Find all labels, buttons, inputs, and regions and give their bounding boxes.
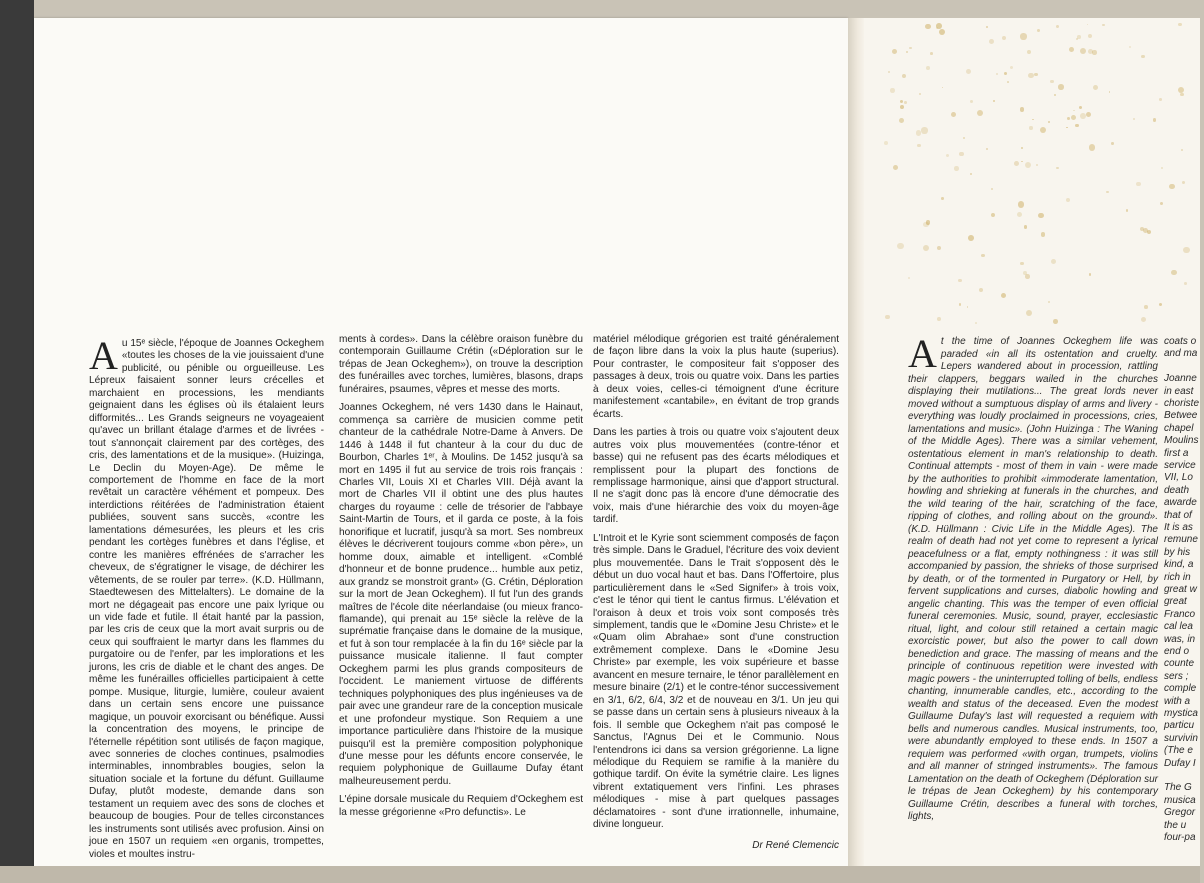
- foxing-stain: [893, 165, 898, 170]
- english-col2-fragment: Betwee: [1164, 410, 1198, 422]
- foxing-stain: [939, 29, 945, 35]
- english-col2-fragment: rich in: [1164, 571, 1191, 583]
- foxing-stain: [1024, 225, 1027, 228]
- french-column-2: [339, 334, 583, 829]
- foxing-stain: [959, 152, 963, 156]
- english-col2-fragment: Gregor: [1164, 807, 1196, 819]
- english-col2-fragment: in east: [1164, 385, 1194, 397]
- english-col2-fragment: Moulins: [1164, 435, 1199, 447]
- foxing-stain: [1182, 181, 1185, 184]
- foxing-stain: [1089, 144, 1095, 150]
- english-col2-fragment: remune: [1164, 534, 1198, 546]
- foxing-stain: [1111, 142, 1114, 145]
- foxing-stain: [916, 130, 921, 135]
- foxing-stain: [1017, 212, 1022, 217]
- foxing-stain: [1069, 47, 1074, 52]
- foxing-stain: [1040, 127, 1046, 133]
- foxing-stain: [967, 306, 969, 308]
- foxing-stain: [900, 100, 903, 103]
- foxing-stain: [996, 73, 999, 76]
- foxing-stain: [1153, 118, 1156, 121]
- french-col2-paragraph: ments à cordes». Dans la célèbre oraison funèbre du contemporain Guillaume Crétin («Déploration sur le trépas de Jean Ockeghem»), on trouve la description des funérailles avec torches, lumières, blasons, draps funéraires, psaumes, vêpres et messe des morts.: [339, 334, 583, 395]
- french-col3-paragraph: L'Introit et le Kyrie sont sciemment composés de façon très simple. Dans le Graduel, l'écriture des voix devient plus mouvementée. Dans le Trait s'opposent dès le début un duo vocal haut et bas. Dans l'Offertoire, plus particulièrement dans le «Sed Signifer» à trois voix, c'est le ténor qui tient le cantus firmus. L'élévation et l'oraison à deux et trois voix sont composés très simplement, tandis que le «Domine Jesu Christe» et le «Quam olim Abrahae» sont d'une construction extrêmement complexe. Dans le «Domine Jesu Christe» par exemple, les voix supérieure et basse avancent en mesure ternaire, le ténor parallèlement en mesure binaire (2/1) et le contre-ténor successivement en 3/1, 6/2, 6/4, 3/2 et de nouveau en 3/1. Un jeu qui se passe dans un certain sens à plusieurs niveaux à la fois. Il semble que Ockeghem n'ait pas composé le Sanctus, l'Agnus Dei et le Communio. Nous l'entendrons ici dans sa version grégorienne. La ligne mélodique du Requiem se ramifie à la manière du gothique tardif. On évite la symétrie claire. Les lignes vibrent extatiquement vers l'infini. Les phrases mélodiques - mise à part quelques passages déclamatoires - sont d'une irrationnelle, inhumaine, divine longueur.: [593, 532, 839, 831]
- english-col2-fragment: end o: [1164, 646, 1190, 657]
- foxing-stain: [1080, 48, 1086, 54]
- foxing-stain: [1021, 161, 1023, 163]
- foxing-stain: [917, 144, 921, 148]
- foxing-stain: [966, 69, 971, 74]
- foxing-stain: [919, 93, 921, 95]
- foxing-stain: [1014, 161, 1019, 166]
- dropcap-a: A: [89, 333, 118, 378]
- foxing-stain: [941, 197, 944, 200]
- cover-edge: [0, 0, 34, 883]
- english-col2-fragment: VII, Lo: [1164, 472, 1193, 484]
- foxing-stain: [923, 245, 929, 251]
- foxing-stain: [989, 39, 994, 44]
- foxing-stain: [1023, 271, 1027, 275]
- english-col1-text: t the time of Joannes Ockeghem life was paraded «in all its ostentation and cruelty. Lepers wandered about in procession, rattling their clappers, beggars wailed in the churches displaying their mutilations... The great lords never moved without a sumptuous display of arms and livery - everything was loudly proclaimed in processions, cries, lamentations and music». (John Huizinga : The Waning of the Middle Ages). There was a similar vehement, ostentatious element in man's relationship to death. Continual attempts - most of them in vain - were made by the authorities to prohibit «immoderate lamentation, howling and shrieking at funerals in the churches, and the wild tearing of the hair, scratching of the face, ripping of clothes, and rolling about on the ground». (K.D. Hüllmann : Civic Life in the Middle Ages). The realm of death had not yet come to represent a lyrical peacefulness or a flat, empty nothingness : it was still accompanied by passion, the shrieks of those surprised by death, or of the tormented in Purgatory or Hell, by fervent supplications and curses, diabolic howling and angelic chanting. This was the temper of even official funeral ceremonies. Music, sound, prayer, ecclesiastic ritual, light, and colour still retained a certain magic exorcistic power, but also the power to call down benediction and grace. The massing of means and the principle of continuous repetition were invested with magic powers - the uninterrupted tolling of bells, endless chanting, innumerable candles, etc., according to the wealth and status of the deceased. Even the modest Guillaume Dufay's last will requested a requiem with bells and numerous candles. Musical instruments, too, were abundantly employed to these ends. In 1507 a requiem was performed «with organ, trumpets, violins and all manner of stringed instruments». The famous Lamentation on the death of Ockeghem (Déploration sur le trépas de Jean Ockeghem) by his contemporary Guillaume Crétin, describes a funeral with torches, lights,: [908, 336, 1158, 822]
- foxing-stain: [1036, 164, 1038, 166]
- foxing-stain: [892, 49, 897, 54]
- foxing-stain: [897, 243, 903, 249]
- foxing-stain: [1004, 72, 1007, 75]
- foxing-stain: [899, 118, 904, 123]
- english-col2-fragment: (The e: [1164, 745, 1193, 757]
- french-column-3: [593, 334, 839, 851]
- english-col2-fragment: counte: [1164, 658, 1195, 670]
- english-col2-fragment: service: [1164, 460, 1196, 471]
- foxing-stain: [1034, 73, 1038, 77]
- foxing-stain: [1073, 110, 1075, 112]
- english-col2-fragment: choriste: [1164, 398, 1200, 409]
- english-col2-fragment: sers ;: [1164, 670, 1189, 682]
- foxing-stain: [1106, 191, 1109, 194]
- foxing-stain: [1089, 273, 1092, 276]
- foxing-stain: [942, 87, 944, 89]
- foxing-stain: [963, 137, 965, 139]
- foxing-stain: [1088, 34, 1092, 38]
- foxing-stain: [979, 288, 983, 292]
- foxing-stain: [909, 47, 911, 49]
- foxing-stain: [1181, 149, 1183, 151]
- english-col2-fragment: and ma: [1164, 348, 1198, 360]
- foxing-stain: [1066, 127, 1068, 129]
- foxing-stain: [951, 112, 956, 117]
- french-column-1: [89, 333, 324, 860]
- author-signature: Dr René Clemencic: [752, 839, 839, 851]
- foxing-stain: [1160, 202, 1163, 205]
- foxing-stain: [954, 166, 959, 171]
- foxing-stain: [1056, 25, 1059, 28]
- foxing-stain: [1086, 112, 1091, 117]
- foxing-stain: [906, 51, 908, 53]
- english-col2-fragment: comple: [1164, 683, 1197, 695]
- foxing-stain: [946, 154, 949, 157]
- english-col2-fragment: great w: [1164, 584, 1197, 595]
- foxing-stain: [1037, 29, 1040, 32]
- foxing-stain: [908, 277, 910, 279]
- foxing-stain: [936, 23, 942, 29]
- foxing-stain: [968, 235, 974, 241]
- foxing-stain: [1027, 50, 1031, 54]
- foxing-stain: [1041, 232, 1045, 236]
- foxing-stain: [1126, 209, 1129, 212]
- english-col2-fragment: chapel: [1164, 422, 1194, 434]
- foxing-stain: [1178, 23, 1181, 26]
- foxing-stain: [1007, 81, 1009, 83]
- foxing-stain: [1053, 319, 1058, 324]
- foxing-stain: [1002, 36, 1006, 40]
- english-col2-fragment: It is as: [1164, 522, 1193, 533]
- foxing-stain: [1080, 113, 1086, 119]
- foxing-stain: [1075, 124, 1079, 128]
- english-col2-fragment: musica: [1164, 794, 1196, 806]
- english-col2-fragment: Joanne: [1164, 373, 1197, 385]
- english-col2-fragment: the u: [1164, 819, 1187, 831]
- english-col2-fragment: death: [1164, 484, 1190, 496]
- foxing-stain: [926, 220, 930, 224]
- english-col2-fragment: mystica: [1164, 708, 1198, 719]
- foxing-stain: [1076, 38, 1078, 40]
- foxing-stain: [981, 254, 985, 258]
- foxing-stain: [1066, 198, 1070, 202]
- english-col2-fragment: with a: [1164, 695, 1191, 707]
- dropcap-a-english: A: [908, 331, 937, 376]
- english-col2-fragment: by his: [1164, 546, 1191, 558]
- foxing-stain: [1136, 182, 1140, 186]
- right-page: [864, 18, 1200, 866]
- foxing-stain: [1018, 201, 1024, 207]
- french-col2-paragraph: L'épine dorsale musicale du Requiem d'Ockeghem est la messe grégorienne «Pro defunctis». Le: [339, 794, 583, 818]
- foxing-stain: [1071, 115, 1076, 120]
- foxing-stain: [977, 110, 983, 116]
- english-col2-fragment: Franco: [1164, 608, 1196, 620]
- foxing-stain: [1159, 303, 1162, 306]
- foxing-stain: [904, 101, 907, 104]
- foxing-stain: [958, 279, 962, 283]
- foxing-stain: [1109, 91, 1111, 93]
- foxing-stain: [1058, 84, 1064, 90]
- french-col3-paragraph: Dans les parties à trois ou quatre voix s'ajoutent deux autres voix plus mouvementées (contre-ténor et basse) qui ne refusent pas des écarts mélodiques et remplissent pour la plupart des fonctions de remplissage harmonique, ainsi que d'apport structural. Il ne s'agit donc pas là encore d'une démocratie des voix, mais d'une hiérarchie des voix du moyen-âge tardif.: [593, 427, 839, 526]
- foxing-stain: [1054, 94, 1056, 96]
- foxing-stain: [1050, 80, 1053, 83]
- english-col2-fragment: cal lea: [1164, 621, 1193, 633]
- foxing-stain: [991, 213, 995, 217]
- french-col3-paragraph: matériel mélodique grégorien est traité généralement de façon libre dans la voix la plus haute (superius). Pour contraster, le compositeur fait s'opposer des passages à deux, trois ou quatre voix. Dans les parties à deux voies, celles-ci témoignent d'une écriture manifestement «cantabile», en évitant de trop grands écarts.: [593, 334, 839, 420]
- foxing-stain: [1026, 310, 1032, 316]
- foxing-stain: [970, 173, 972, 175]
- foxing-stain: [1087, 24, 1089, 26]
- foxing-stain: [1159, 98, 1162, 101]
- foxing-stain: [1029, 126, 1032, 129]
- english-col2-fragment: The G: [1164, 782, 1192, 794]
- foxing-stain: [1184, 282, 1187, 285]
- foxing-stain: [1178, 87, 1184, 93]
- foxing-stain: [970, 100, 973, 103]
- foxing-stain: [925, 24, 930, 29]
- foxing-stain: [1079, 106, 1082, 109]
- foxing-stain: [885, 315, 890, 320]
- foxing-stain: [993, 100, 995, 102]
- english-col2-fragment: awarde: [1164, 497, 1197, 509]
- foxing-stain: [1056, 167, 1058, 169]
- left-page: [34, 18, 848, 866]
- foxing-stain: [884, 141, 888, 145]
- foxing-stain: [937, 246, 941, 250]
- foxing-stain: [902, 74, 906, 78]
- foxing-stain: [975, 322, 977, 324]
- foxing-stain: [900, 105, 904, 109]
- foxing-stain: [930, 52, 933, 55]
- foxing-stain: [1021, 147, 1023, 149]
- foxing-stain: [1169, 184, 1174, 189]
- foxing-stain: [986, 148, 988, 150]
- foxing-stain: [1020, 33, 1026, 39]
- english-col2-fragment: particu: [1164, 720, 1195, 732]
- english-col2-fragment: four-pa: [1164, 832, 1196, 843]
- spine-fold: [848, 18, 864, 866]
- foxing-stain: [1171, 270, 1176, 275]
- foxing-stain: [1048, 121, 1050, 123]
- english-col2-fragment: kind, a: [1164, 559, 1194, 571]
- foxing-stain: [959, 303, 962, 306]
- english-col2-fragment: survivin: [1164, 732, 1198, 744]
- foxing-stain: [991, 188, 993, 190]
- foxing-stain: [986, 26, 988, 28]
- foxing-stain: [1051, 259, 1057, 265]
- foxing-stain: [1025, 274, 1029, 278]
- foxing-stain: [1048, 301, 1050, 303]
- foxing-stain: [890, 88, 895, 93]
- foxing-stain: [1020, 262, 1024, 266]
- english-col2-fragment: Dufay I: [1164, 757, 1196, 769]
- foxing-stain: [1067, 117, 1070, 120]
- english-col2-fragment: was, in: [1164, 633, 1196, 645]
- foxing-stain: [1180, 93, 1184, 97]
- english-column-1: [908, 331, 1158, 826]
- foxing-stain: [1025, 162, 1031, 168]
- french-col2-paragraph: Joannes Ockeghem, né vers 1430 dans le Hainaut, commença sa carrière de musicien comme petit chanteur de la cathédrale Notre-Dame à Anvers. De 1446 à 1448 il fut chanteur à la cour du duc de Bourbon, Charles 1ᵉʳ, à Moulins. De 1452 jusqu'à sa mort en 1495 il fut au service de trois rois français : Charles VII, Louis XI et Charles VIII. Déjà avant la mort de Charles VII il obtint une des plus hautes charges du royaume : celle de trésorier de l'abbaye Saint-Martin de Tours, et il garda ce poste, à la fois honorifique et lucratif, jusqu'à sa mort. Ses nombreux élèves le décriverent toujours comme «bon père», un homme doux, aimable et intelligent. «Comblé d'honneur et de bonne prudence... humble aux petiz, aux grandz se monstroit grant» (G. Crétin, Déploration sur la mort de Jean Ockeghem). Il fut l'un des grands maîtres de l'école dite néerlandaise (ou mieux franco-flamande), qui prenait au 15ᵉ siècle la relève de la suprématie française dans le domaine de la musique, et fut à son tour remplacée à la fin du 16ᵉ siècle par la puissance musicale italienne. Il faut compter Ockeghem parmi les plus grands compositeurs de l'occident. Le maniement virtuose de différents techniques polyphoniques des plus ingénieuses va de pair avec une grandeur rare de la conception musicale et une profondeur mystique. Son Requiem a une importance particulière dans l'histoire de la musique puisqu'il est la première composition polyphonique d'une messe pour les défunts encore conservée, le requiem polyphonique de Guillaume Dufay étant malheureusement perdu.: [339, 402, 583, 787]
- foxing-stain: [1102, 24, 1104, 26]
- foxing-stain: [1038, 213, 1043, 218]
- foxing-stain: [888, 71, 890, 73]
- english-col2-fragment: coats o: [1164, 336, 1197, 347]
- english-col2-fragment: that of: [1164, 509, 1192, 521]
- foxing-stain: [1020, 107, 1024, 111]
- foxing-stain: [1032, 119, 1034, 121]
- foxing-stain: [1133, 118, 1135, 120]
- foxing-stain: [926, 66, 930, 70]
- foxing-stain: [1183, 247, 1189, 253]
- bottom-edge: [0, 866, 1200, 883]
- english-col2-fragment: first a: [1164, 447, 1189, 459]
- foxing-stain: [1161, 167, 1163, 169]
- foxing-stain: [1093, 85, 1098, 90]
- french-col1-text: u 15ᵉ siècle, l'époque de Joannes Ockeghem «toutes les choses de la vie jouissaient d'une publicité, ou pénible ou orgueilleuse. Les Lépreux faisaient sonner leurs crécelles et marchaient en processions, les mendiants geignaient dans les églises où ils étalaient leurs difformités... Les Grands seigneurs ne voyageaient qu'avec un brillant étalage d'armes et de livrées - tout s'annonçait clairement par des cortèges, des cris, des lamentations et de la musique». (Huizinga, Le Declin du Moyen-Age). De même le comportement de l'homme en face de la mort revêtait un caractère véhément et pompeux. Des interdictions réitérées de l'administration étaient publiées, souvent sans succès, «contre les lamentations démesurées, les pleurs et les cris pendant les cortèges funèbres et dans l'église, et contre les manières effrénées de s'arracher les cheveux, de s'égratigner le visage, de déchirer les vêtements, de se rouler par terre». (K.D. Hüllmann, Staedtewesen des Mittelalters). Le domaine de la mort ne dégageait pas encore une paix lyrique ou un vide fade et futile. Il était hanté par la passion, par les cris de ceux que la mort avait surpris ou de ceux qui souffraient le martyr dans les flammes du purgatoire ou de l'enfer, par les implorations et les jurons, les cris de diable et le chant des anges. De même les funérailles officielles participaient à cette pompe. Musique, liturgie, lumière, couleur avaient dans un certain sens encore une puissance magique, un pouvoir exorcisant ou bénéfique. Aussi la concentration des moyens, le principe de l'éternelle répétition sont utilisés de façon magique, avec sonneries de cloches continues, psalmodies interminables, innombrables bougies, selon la situation sociale et la fortune du défunt. Guillaume Dufay, plutôt modeste, demande dans son testament un requiem avec des sons de cloches et beaucoup de bougies. Pour de telles circonstances les instruments sont utilisés avec profusion. Ainsi on joue en 1507 un requiem «en organis, trompettes, violes et moultes instru-: [89, 338, 324, 860]
- foxing-stain: [937, 317, 941, 321]
- foxing-stain: [1028, 73, 1033, 78]
- foxing-stain: [921, 127, 927, 133]
- foxing-stain: [1010, 66, 1013, 69]
- foxing-stain: [1001, 293, 1006, 298]
- foxing-stain: [1129, 46, 1131, 48]
- foxing-stain: [1141, 55, 1144, 58]
- foxing-stain: [1141, 317, 1146, 322]
- english-col2-fragment: great: [1164, 596, 1187, 608]
- foxing-stain: [1144, 305, 1148, 309]
